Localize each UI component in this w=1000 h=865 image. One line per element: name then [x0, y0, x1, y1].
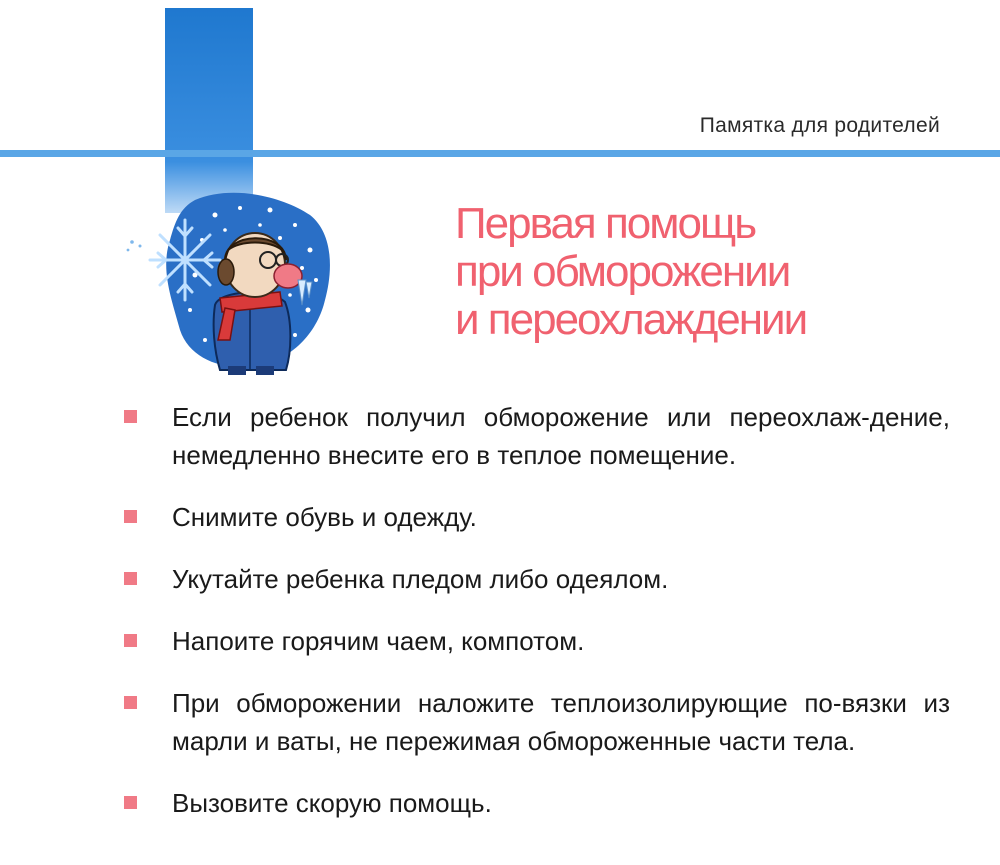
bullet-icon: [124, 510, 137, 523]
bullet-icon: [124, 696, 137, 709]
list-item: [120, 684, 950, 760]
list-item-text: Напоите горячим чаем, компотом.: [172, 626, 585, 656]
list-item-text: Вызовите скорую помощь.: [172, 788, 492, 818]
title-line: и переохлаждении: [455, 295, 807, 344]
bullet-icon: [124, 572, 137, 585]
snow-sparkles: [127, 240, 142, 251]
red-nose: [274, 264, 302, 288]
list-item-text: Снимите обувь и одежду.: [172, 502, 477, 532]
list-item: [120, 622, 950, 660]
bullet-icon: [124, 634, 137, 647]
bullet-icon: [124, 796, 137, 809]
list-item: [120, 784, 950, 822]
bullet-icon: [124, 410, 137, 423]
list-item-text: Укутайте ребенка пледом либо одеялом.: [172, 564, 669, 594]
header-label: Памятка для родителей: [699, 114, 940, 137]
list-item-text: Если ребенок получил обморожение или переохлаж-дение, немедленно внесите его в теплое помещение.: [172, 402, 950, 470]
page-title: [455, 200, 915, 344]
list-item: [120, 560, 950, 598]
list-item: [120, 398, 950, 474]
title-line: Первая помощь: [455, 199, 756, 248]
list-item: [120, 498, 950, 536]
list-item-text: При обморожении наложите теплоизолирующие по-вязки из марли и ваты, не пережимая обмороженные части тела.: [172, 688, 950, 756]
header-divider: [0, 150, 1000, 157]
frozen-boy-illustration: [120, 180, 350, 375]
instructions-list: [120, 398, 950, 846]
title-line: при обморожении: [455, 247, 790, 296]
